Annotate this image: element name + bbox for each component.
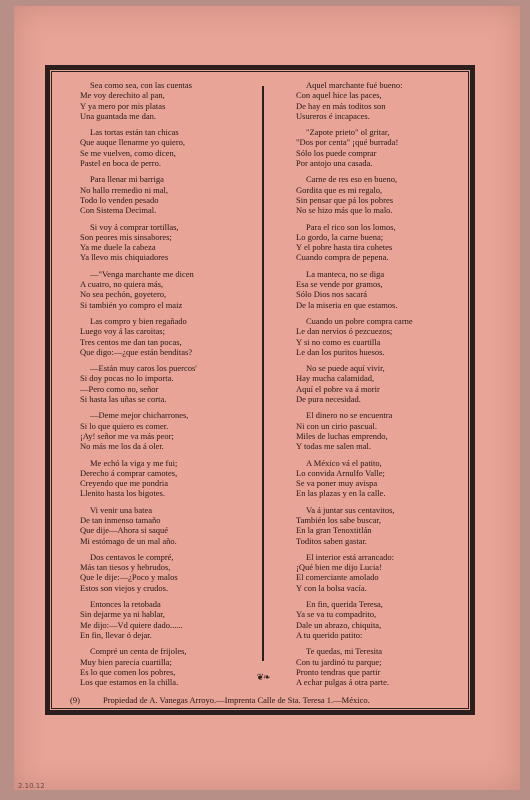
verse-line: Pronto tendras que partir: [296, 666, 381, 677]
right-column: [296, 80, 476, 693]
verse-line: Ya me duele la cabeza: [80, 242, 156, 253]
verse-line: Y si no como es cuartilla: [296, 336, 381, 347]
verse-line: Las compro y bien regañado: [90, 315, 187, 326]
stanza: [296, 316, 476, 357]
stanza: [80, 316, 260, 357]
verse-line: Con Sistema Decimal.: [80, 205, 157, 216]
verse-line: Dos centavos le compré,: [90, 551, 174, 562]
verse-line: Sólo Dios nos sacará: [296, 289, 368, 300]
verse-line: Pastel en boca de perro.: [80, 158, 161, 169]
verse-line: Es lo que comen los pobres,: [80, 666, 176, 677]
verse-line: Hay mucha calamidad,: [296, 373, 375, 384]
stanza: [80, 599, 260, 640]
column-divider: [262, 86, 264, 661]
verse-line: En fin, querida Teresa,: [306, 599, 383, 610]
verse-line: Lo gordo, la carne buena;: [296, 231, 384, 242]
verse-line: Para llenar mi barriga: [90, 174, 164, 185]
verse-line: También los sabe buscar,: [296, 514, 381, 525]
verse-line: Y con la bolsa vacía.: [296, 582, 367, 593]
verse-line: ¡Qué bien me dijo Lucia!: [296, 562, 382, 573]
stanza: [296, 363, 476, 404]
pencil-marginalia: 2.10.12: [18, 782, 45, 790]
verse-line: De la miseria en que estamos.: [296, 299, 398, 310]
verse-line: Sólo los puede comprar: [296, 147, 377, 158]
verse-line: El interior está arrancado:: [306, 551, 395, 562]
verse-line: Que dije—Ahora si saqué: [80, 525, 169, 536]
verse-line: Para el rico son los lomos,: [306, 221, 396, 232]
stanza: [80, 410, 260, 451]
verse-line: Usureros é incapaces.: [296, 110, 370, 121]
verse-line: A echar pulgas á otra parte.: [296, 677, 389, 688]
ornament-icon: ❦❧: [256, 672, 270, 682]
verse-line: Todo lo venden pesado: [80, 194, 159, 205]
stanza: [296, 505, 476, 546]
verse-line: Me dijo:—Vd quiere dado......: [80, 619, 183, 630]
verse-line: "Dos por centa" ¡qué burrada!: [296, 137, 399, 148]
stanza: [80, 646, 260, 687]
stanza: [80, 269, 260, 310]
verse-line: Aquí el pobre va á morir: [296, 383, 380, 394]
verse-line: Compré un centa de frijoles,: [90, 646, 187, 657]
verse-line: —Deme mejor chicharrones,: [90, 410, 189, 421]
left-column: [80, 80, 260, 693]
stanza: [80, 552, 260, 593]
stanza: [80, 174, 260, 215]
verse-line: Cuando un pobre compra carne: [306, 315, 413, 326]
verse-line: Los que estamos en la chilla.: [80, 677, 179, 688]
stanza: [80, 505, 260, 546]
verse-line: Tres centos me dan tan pocas,: [80, 336, 182, 347]
verse-line: Le dan nervios ó pezcuezos;: [296, 326, 393, 337]
verse-line: Entonces la retobada: [90, 599, 161, 610]
verse-line: Con tu jardinó tu parque;: [296, 656, 382, 667]
verse-line: Vi venir una batea: [90, 504, 153, 515]
verse-line: Sin pensar que pá los pobres: [296, 194, 394, 205]
verse-line: Más tan tiesos y hebrudos,: [80, 562, 171, 573]
imprint-line: Propiedad de A. Vanegas Arroyo.—Imprenta Calle de Sta. Teresa 1.—México.: [103, 695, 370, 705]
verse-line: El comerciante amolado: [296, 572, 379, 583]
verse-line: Que le dije:—¿Poco y malos: [80, 572, 178, 583]
verse-line: A cuatro, no quiera más,: [80, 279, 164, 290]
verse-line: Una guantada me dan.: [80, 110, 156, 121]
verse-line: De pura necesidad.: [296, 394, 361, 405]
verse-line: Me echó la viga y me fui;: [90, 457, 178, 468]
verse-line: No se hizo más que lo malo.: [296, 205, 393, 216]
verse-line: Dale un abrazo, chiquita,: [296, 619, 382, 630]
verse-line: Y todas me salen mal.: [296, 441, 371, 452]
verse-line: Lo convida Arnulfo Valle;: [296, 467, 385, 478]
verse-line: Por antojo una casada.: [296, 158, 373, 169]
verse-line: El dinero no se encuentra: [306, 410, 393, 421]
verse-line: Si doy pocas no lo importa.: [80, 373, 174, 384]
verse-line: En las plazas y en la calle.: [296, 488, 386, 499]
verse-line: Si lo que quiero es comer.: [80, 420, 169, 431]
verse-line: De hay en más toditos son: [296, 100, 386, 111]
verse-line: Te quedas, mi Teresita: [306, 646, 383, 657]
verse-line: Va á juntar sus centavitos,: [306, 504, 395, 515]
verse-line: Llenito hasta los bigotes.: [80, 488, 165, 499]
stanza: [80, 222, 260, 263]
verse-line: No se puede aquí vivir,: [306, 363, 385, 374]
stanza: [80, 80, 260, 121]
verse-line: La manteca, no se diga: [306, 268, 385, 279]
verse-line: Se va poner muy avispa: [296, 478, 378, 489]
verse-line: —"Venga marchante me dicen: [90, 268, 194, 279]
stanza: [296, 80, 476, 121]
verse-line: Derecho á comprar camotes,: [80, 467, 178, 478]
stanza: [296, 458, 476, 499]
stanza: [296, 222, 476, 263]
verse-line: Cuando compra de pepena.: [296, 252, 389, 263]
verse-line: Miles de luchas emprendo,: [296, 430, 388, 441]
verse-line: Carne de res eso en bueno,: [306, 174, 398, 185]
verse-line: Son peores mis sinsabores;: [80, 231, 172, 242]
verse-line: Muy bien parecia cuartilla;: [80, 656, 172, 667]
verse-line: Aquel marchante fué bueno:: [306, 80, 403, 90]
verse-line: Con aquel hice las paces,: [296, 90, 382, 101]
stanza: [296, 599, 476, 640]
stanza: [296, 646, 476, 687]
verse-line: Gordita que es mi regalo,: [296, 184, 383, 195]
stanza: [296, 552, 476, 593]
verse-line: Que auque llenarme yo quiero,: [80, 137, 186, 148]
verse-line: Se me vuelven, como dicen,: [80, 147, 176, 158]
verse-line: ¡Ay! señor me va más peor;: [80, 430, 174, 441]
verse-line: No hallo rremedio ni mal,: [80, 184, 169, 195]
verse-line: En la gran Tenoxtitlán: [296, 525, 372, 536]
page-number: (9): [70, 695, 80, 705]
verse-line: Ya llevo mis chiquiadores: [80, 252, 169, 263]
stanza: [80, 127, 260, 168]
verse-line: Y ya mero por mis platas: [80, 100, 166, 111]
verse-line: —Están muy caros los puercos': [90, 363, 197, 374]
verse-line: De tan inmenso tamaño: [80, 514, 161, 525]
stanza: [296, 269, 476, 310]
verse-line: Si también yo compro el maiz: [80, 299, 183, 310]
verse-line: Me voy derechito al pan,: [80, 90, 165, 101]
verse-line: Que digo:—¿que están benditas?: [80, 346, 193, 357]
verse-line: Esa se vende por gramos,: [296, 279, 383, 290]
verse-line: A tu querido patito:: [296, 629, 363, 640]
stanza: [80, 458, 260, 499]
verse-line: —Pero como no, señor: [80, 383, 159, 394]
verse-line: Si hasta las uñas se corta.: [80, 394, 167, 405]
verse-line: Mi estómago de un mal año.: [80, 535, 177, 546]
stanza: [80, 363, 260, 404]
verse-line: En fin, llevar ó dejar.: [80, 629, 152, 640]
verse-line: Las tortas están tan chicas: [90, 127, 179, 138]
verse-line: No más me los da á oler.: [80, 441, 164, 452]
verse-line: Si voy á comprar tortillas,: [90, 221, 179, 232]
verse-line: Toditos saben gastar.: [296, 535, 367, 546]
verse-line: Sin dejarme ya ni hablar,: [80, 609, 165, 620]
verse-line: No sea pechón, goyetero,: [80, 289, 167, 300]
verse-line: Le dan los puritos huesos.: [296, 346, 385, 357]
stanza: [296, 410, 476, 451]
verse-line: "Zapote prieto" ol gritar,: [306, 127, 390, 138]
stanza: [296, 174, 476, 215]
verse-line: Estos son viejos y crudos.: [80, 582, 169, 593]
verse-line: Ya se va tu compadrito,: [296, 609, 377, 620]
verse-line: Ni con un cirio pascual.: [296, 420, 377, 431]
verse-line: Y el pobre hasta tira cohetes: [296, 242, 393, 253]
verse-line: Luego voy á las caroitas;: [80, 326, 165, 337]
verse-line: Sea como sea, con las cuentas: [90, 80, 192, 90]
verse-line: A México vá el patito,: [306, 457, 382, 468]
stanza: [296, 127, 476, 168]
verse-line: Creyendo que me pondria: [80, 478, 169, 489]
